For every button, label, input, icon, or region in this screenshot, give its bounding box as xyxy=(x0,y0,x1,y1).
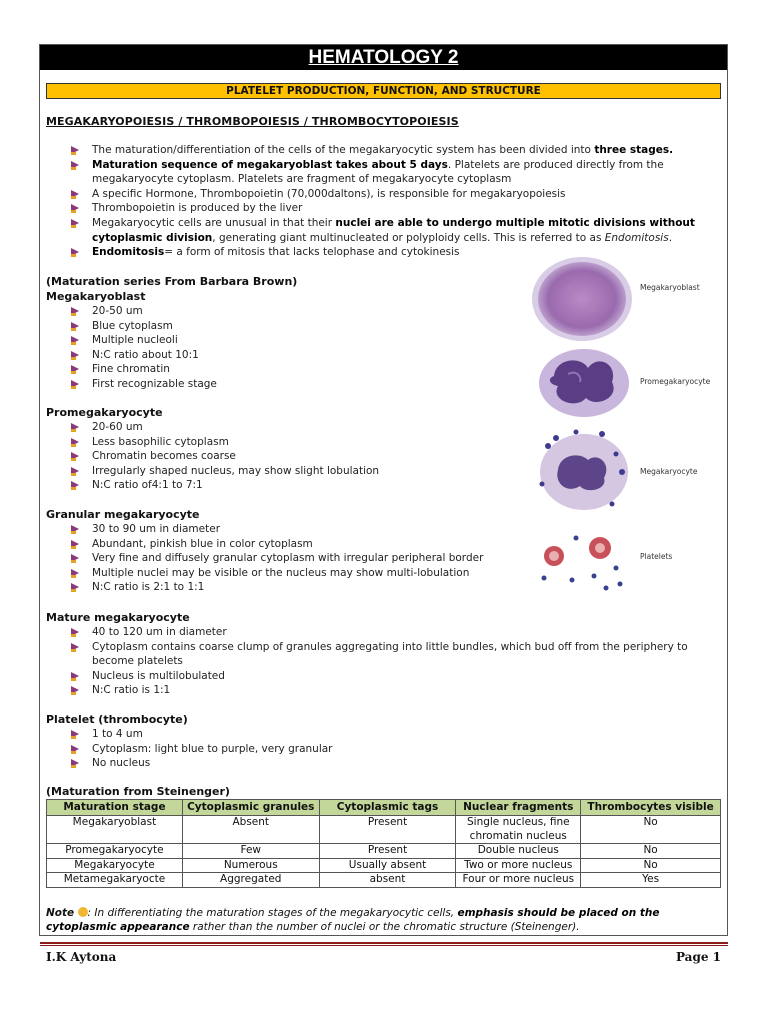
megakaryocyte-image xyxy=(532,424,632,514)
note-text: : In differentiating the maturation stages of the megakaryocytic cells, xyxy=(87,907,458,919)
list-item: Blue cytoplasm xyxy=(46,319,516,334)
bullet-arrow-icon xyxy=(71,730,79,738)
table-header: Thrombocytes visible xyxy=(581,800,721,816)
list-item: Cytoplasm contains coarse clump of granules aggregating into little bundles, which bud off from the periphery to become platelets xyxy=(46,640,721,669)
image-caption: Megakaryocyte xyxy=(640,467,698,476)
table-cell: Yes xyxy=(581,873,721,888)
bullet-arrow-icon xyxy=(71,380,79,388)
list-item: No nucleus xyxy=(46,756,516,771)
table-row xyxy=(47,844,721,859)
stage-heading: Mature megakaryocyte xyxy=(46,611,190,624)
intro-list xyxy=(46,143,716,260)
table-cell: Double nucleus xyxy=(456,844,581,859)
list-item: Maturation sequence of megakaryoblast takes about 5 days. Platelets are produced directly from the megakaryocyte cytoplasm. Platelets are fragment of megakaryocyte cytoplasm xyxy=(46,158,716,187)
bullet-arrow-icon xyxy=(71,307,79,315)
table-cell: Present xyxy=(319,816,456,844)
table-header-row xyxy=(47,800,721,816)
table-cell: Usually absent xyxy=(319,858,456,873)
bullet-arrow-icon xyxy=(71,248,79,256)
list-item: Abundant, pinkish blue in color cytoplasm xyxy=(46,537,526,552)
bullet-arrow-icon xyxy=(71,554,79,562)
stage-list xyxy=(46,625,721,698)
bullet-arrow-icon xyxy=(71,146,79,154)
list-item: N:C ratio is 1:1 xyxy=(46,683,721,698)
footer-rule xyxy=(40,942,728,944)
image-caption: Promegakaryocyte xyxy=(640,377,711,386)
list-item: Irregularly shaped nucleus, may show slight lobulation xyxy=(46,464,516,479)
bullet-arrow-icon xyxy=(71,759,79,767)
footer-page-number: Page 1 xyxy=(675,950,721,964)
smiley-icon xyxy=(78,907,88,917)
bullet-arrow-icon xyxy=(71,628,79,636)
bullet-arrow-icon xyxy=(71,423,79,431)
source-barbara: (Maturation series From Barbara Brown) xyxy=(46,275,298,288)
stage-list xyxy=(46,522,526,595)
table-cell: Single nucleus, fine chromatin nucleus xyxy=(456,816,581,844)
table-cell: Megakaryoblast xyxy=(47,816,183,844)
stage-list xyxy=(46,304,516,392)
list-item: First recognizable stage xyxy=(46,377,516,392)
table-cell: No xyxy=(581,844,721,859)
table-cell: Metamegakaryocte xyxy=(47,873,183,888)
note-label: Note xyxy=(46,907,75,919)
list-item: Chromatin becomes coarse xyxy=(46,449,516,464)
bullet-arrow-icon xyxy=(71,438,79,446)
list-item: Nucleus is multilobulated xyxy=(46,669,721,684)
table-cell: Promegakaryocyte xyxy=(47,844,183,859)
list-item: A specific Hormone, Thrombopoietin (70,000daltons), is responsible for megakaryopoiesis xyxy=(46,187,716,202)
platelets-image xyxy=(536,532,632,594)
list-item: Very fine and diffusely granular cytoplasm with irregular peripheral border xyxy=(46,551,526,566)
list-item: 20-60 um xyxy=(46,420,516,435)
table-cell: Four or more nucleus xyxy=(456,873,581,888)
table-header: Cytoplasmic tags xyxy=(319,800,456,816)
note-text: rather than the number of nuclei or the chromatic structure (Steinenger). xyxy=(189,921,580,933)
bullet-arrow-icon xyxy=(71,365,79,373)
table-cell: No xyxy=(581,816,721,844)
list-item: Cytoplasm: light blue to purple, very granular xyxy=(46,742,516,757)
list-item: Endomitosis= a form of mitosis that lacks telophase and cytokinesis xyxy=(46,245,716,260)
bullet-arrow-icon xyxy=(71,467,79,475)
list-item: 30 to 90 um in diameter xyxy=(46,522,526,537)
table-cell: Aggregated xyxy=(182,873,319,888)
bullet-arrow-icon xyxy=(71,745,79,753)
list-item: The maturation/differentiation of the cells of the megakaryocytic system has been divided into three stages. xyxy=(46,143,716,158)
maturation-table xyxy=(46,799,721,888)
table-header: Maturation stage xyxy=(47,800,183,816)
bullet-arrow-icon xyxy=(71,672,79,680)
table-row xyxy=(47,873,721,888)
list-item: Fine chromatin xyxy=(46,362,516,377)
image-caption: Platelets xyxy=(640,552,673,561)
section-banner: PLATELET PRODUCTION, FUNCTION, AND STRUCTURE xyxy=(46,83,721,99)
page-title: HEMATOLOGY 2 xyxy=(40,45,727,70)
stage-heading: Megakaryoblast xyxy=(46,290,146,303)
table-cell: Few xyxy=(182,844,319,859)
list-item: N:C ratio is 2:1 to 1:1 xyxy=(46,580,526,595)
stage-heading: Platelet (thrombocyte) xyxy=(46,713,188,726)
section-subheading: MEGAKARYOPOIESIS / THROMBOPOIESIS / THROMBOCYTOPOIESIS xyxy=(46,115,459,128)
list-item: Megakaryocytic cells are unusual in that their nuclei are able to undergo multiple mitotic divisions without cytoplasmic division, generating giant multinucleated or polyploidy cells. This is referred to as Endomitosis. xyxy=(46,216,716,245)
bullet-arrow-icon xyxy=(71,190,79,198)
bullet-arrow-icon xyxy=(71,569,79,577)
list-item: Multiple nucleoli xyxy=(46,333,516,348)
table-cell: absent xyxy=(319,873,456,888)
table-row xyxy=(47,816,721,844)
footer-author: I.K Aytona xyxy=(46,950,117,964)
note-paragraph xyxy=(46,906,726,934)
list-item: N:C ratio of4:1 to 7:1 xyxy=(46,478,516,493)
bullet-arrow-icon xyxy=(71,525,79,533)
stage-list xyxy=(46,420,516,493)
bullet-arrow-icon xyxy=(71,583,79,591)
source-steinenger: (Maturation from Steinenger) xyxy=(46,785,230,798)
list-item: 1 to 4 um xyxy=(46,727,516,742)
list-item: 20-50 um xyxy=(46,304,516,319)
bullet-arrow-icon xyxy=(71,322,79,330)
table-cell: Megakaryocyte xyxy=(47,858,183,873)
bullet-arrow-icon xyxy=(71,643,79,651)
list-item: Less basophilic cytoplasm xyxy=(46,435,516,450)
table-cell: Two or more nucleus xyxy=(456,858,581,873)
list-item: Thrombopoietin is produced by the liver xyxy=(46,201,716,216)
image-caption: Megakaryoblast xyxy=(640,283,700,292)
note-emphasis: emphasis should be placed on the cytoplasmic appearance xyxy=(46,907,660,933)
bullet-arrow-icon xyxy=(71,336,79,344)
bullet-arrow-icon xyxy=(71,219,79,227)
bullet-arrow-icon xyxy=(71,481,79,489)
table-cell: Present xyxy=(319,844,456,859)
bullet-arrow-icon xyxy=(71,204,79,212)
promegakaryocyte-image xyxy=(536,346,632,420)
table-header: Cytoplasmic granules xyxy=(182,800,319,816)
table-cell: Numerous xyxy=(182,858,319,873)
table-row xyxy=(47,858,721,873)
list-item: Multiple nuclei may be visible or the nucleus may show multi-lobulation xyxy=(46,566,526,581)
bullet-arrow-icon xyxy=(71,161,79,169)
stage-heading: Granular megakaryocyte xyxy=(46,508,200,521)
list-item: N:C ratio about 10:1 xyxy=(46,348,516,363)
stage-list xyxy=(46,727,516,771)
footer-rule xyxy=(40,945,728,946)
table-cell: No xyxy=(581,858,721,873)
list-item: 40 to 120 um in diameter xyxy=(46,625,721,640)
bullet-arrow-icon xyxy=(71,540,79,548)
bullet-arrow-icon xyxy=(71,452,79,460)
bullet-arrow-icon xyxy=(71,351,79,359)
bullet-arrow-icon xyxy=(71,686,79,694)
table-cell: Absent xyxy=(182,816,319,844)
table-header: Nuclear fragments xyxy=(456,800,581,816)
stage-heading: Promegakaryocyte xyxy=(46,406,163,419)
megakaryoblast-image xyxy=(530,255,634,343)
